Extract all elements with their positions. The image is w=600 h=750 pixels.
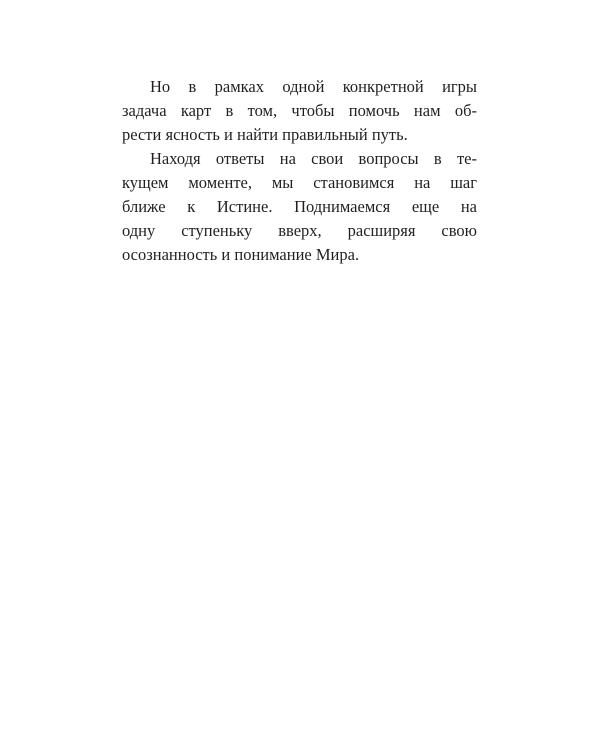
paragraph-line: Находя ответы на свои вопросы в те-: [150, 149, 477, 168]
paragraph-line: кущем моменте, мы становимся на шаг: [122, 173, 477, 192]
body-text: [122, 75, 477, 267]
paragraph-1: [122, 75, 477, 147]
paragraph-line: Но в рамках одной конкретной игры: [150, 77, 477, 96]
paragraph-2: [122, 147, 477, 267]
paragraph-line: ближе к Истине. Поднимаемся еще на: [122, 197, 477, 216]
paragraph-line: осознанность и понимание Мира.: [122, 245, 360, 264]
paragraph-line: задача карт в том, чтобы помочь нам об-: [122, 101, 477, 120]
paragraph-line: одну ступеньку вверх, расширяя свою: [122, 221, 477, 240]
paragraph-line: рести ясность и найти правильный путь.: [122, 125, 408, 144]
